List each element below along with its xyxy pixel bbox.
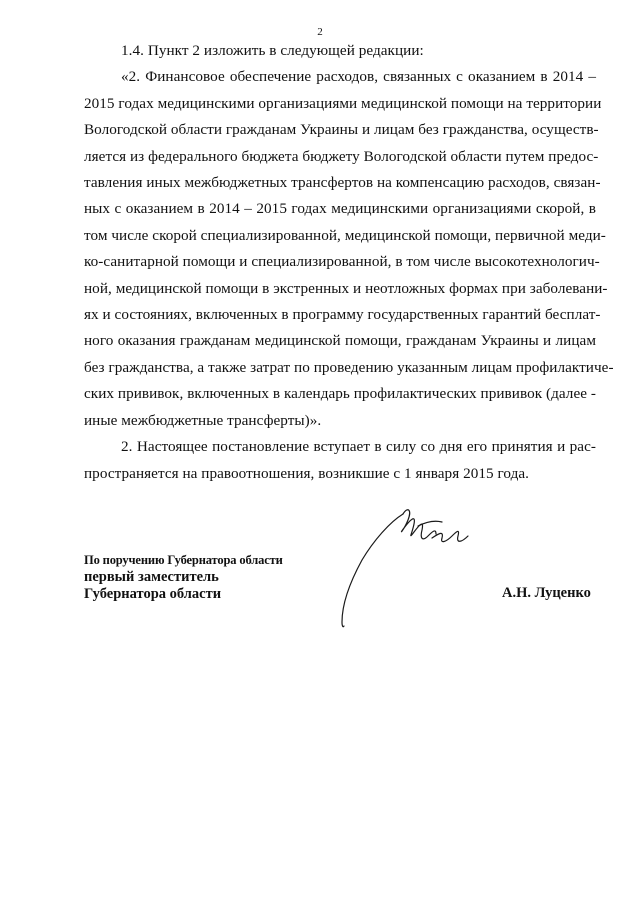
quote-line: без гражданства, а также затрат по проведению указанным лицам профилактиче- — [84, 358, 614, 376]
quote-line: 2015 годах медицинскими организациями медицинской помощи на территории — [84, 94, 602, 112]
intro-line: 1.4. Пункт 2 изложить в следующей редакции: — [121, 42, 424, 59]
signature-position-line: первый заместитель — [84, 569, 219, 585]
document-body — [84, 38, 614, 487]
quote-line: тавления иных межбюджетных трансфертов на компенсацию расходов, связан- — [84, 174, 601, 192]
handwritten-signature — [328, 492, 478, 632]
quote-line: том числе скорой специализированной, медицинской помощи, первичной меди- — [84, 226, 606, 244]
quote-line: ях и состояниях, включенных в программу государственных гарантий бесплат- — [84, 306, 601, 324]
signature-block — [84, 552, 283, 603]
quote-line: Вологодской области гражданам Украины и лицам без гражданства, осуществ- — [84, 121, 599, 139]
point2-line: 2. Настоящее постановление вступает в силу со дня его принятия и рас- — [121, 438, 596, 456]
quote-line: ляется из федерального бюджета бюджету Вологодской области путем предос- — [84, 147, 599, 165]
page-number: 2 — [317, 26, 323, 38]
signatory-name: А.Н. Луценко — [502, 585, 591, 601]
point2-line: пространяется на правоотношения, возникшие с 1 января 2015 года. — [84, 464, 530, 482]
quote-line: иные межбюджетные трансферты)». — [84, 411, 322, 429]
quote-line: ных с оказанием в 2014 – 2015 годах медицинскими организациями скорой, в — [84, 200, 596, 218]
quote-line: ских прививок, включенных в календарь профилактических прививок (далее - — [84, 385, 596, 403]
signature-authority-line: По поручению Губернатора области — [84, 553, 283, 567]
quote-line: ной, медицинской помощи в экстренных и неотложных формах при заболевани- — [84, 279, 608, 297]
quote-line: ко-санитарной помощи и специализированной, в том числе высокотехнологич- — [84, 253, 600, 271]
quote-line: ного оказания гражданам медицинской помощи, гражданам Украины и лицам — [84, 332, 596, 350]
quote-line: «2. Финансовое обеспечение расходов, связанных с оказанием в 2014 – — [121, 68, 596, 86]
signature-position-line: Губернатора области — [84, 586, 222, 602]
